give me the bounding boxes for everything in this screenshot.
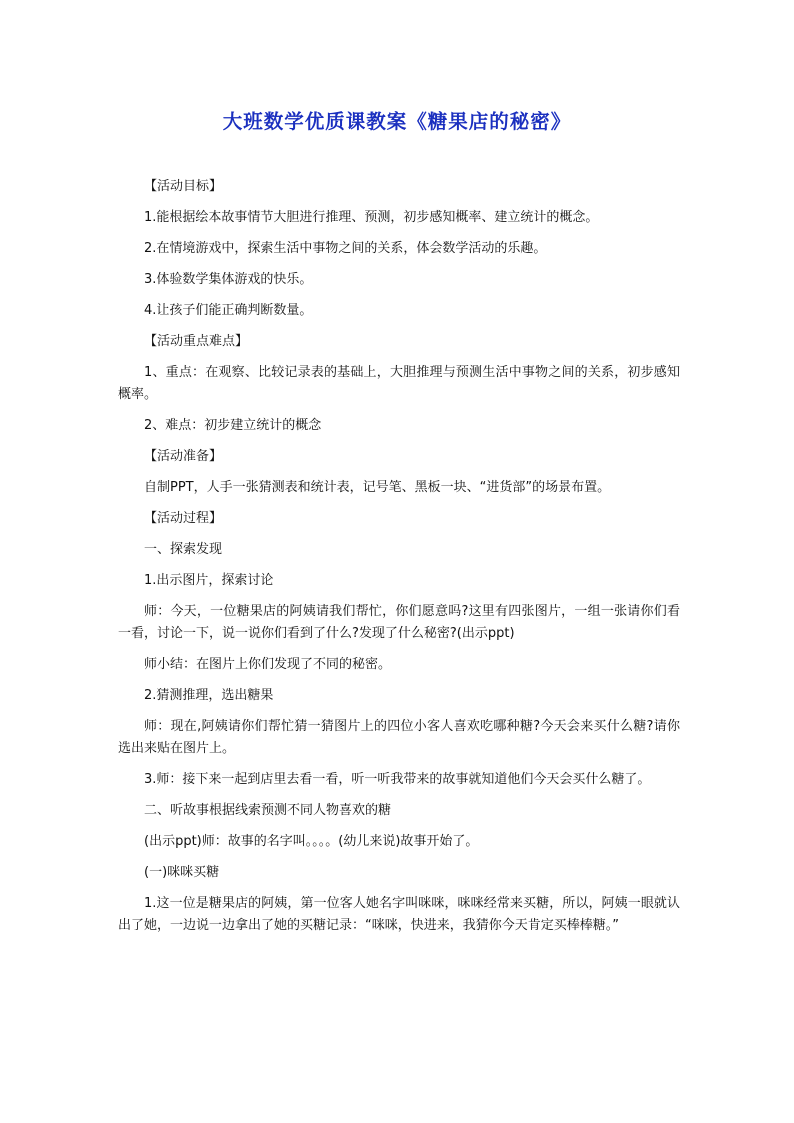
objective-item: 2.在情境游戏中，探索生活中事物之间的关系，体会数学活动的乐趣。 bbox=[144, 241, 547, 256]
teacher-dialogue: (出示ppt)师：故事的名字叫。。。。(幼儿来说)故事开始了。 bbox=[144, 834, 479, 849]
story-subheading: (一)咪咪买糖 bbox=[144, 865, 220, 880]
process-step: 1.出示图片，探索讨论 bbox=[144, 573, 274, 588]
document-title: 大班数学优质课教案《糖果店的秘密》 bbox=[222, 110, 572, 133]
objective-item: 4.让孩子们能正确判断数量。 bbox=[144, 303, 313, 318]
document-body bbox=[118, 176, 680, 937]
key-point-item: 1、重点：在观察、比较记录表的基础上，大胆推理与预测生活中事物之间的关系，初步感知概率。 bbox=[118, 365, 680, 402]
process-step: 2.猜测推理，选出糖果 bbox=[144, 688, 274, 703]
section-heading-key-points: 【活动重点难点】 bbox=[144, 334, 249, 349]
process-step: 3.师：接下来一起到店里去看一看，听一听我带来的故事就知道他们今天会买什么糖了。 bbox=[144, 772, 651, 787]
section-heading-objectives: 【活动目标】 bbox=[144, 179, 223, 194]
objective-item: 3.体验数学集体游戏的快乐。 bbox=[144, 272, 313, 287]
objective-item: 1.能根据绘本故事情节大胆进行推理、预测，初步感知概率、建立统计的概念。 bbox=[144, 210, 599, 225]
story-paragraph: 1.这一位是糖果店的阿姨，第一位客人她名字叫咪咪，咪咪经常来买糖，所以，阿姨一眼就认出了她，一边说一边拿出了她的买糖记录：“咪咪，快进来，我猜你今天肯定买棒棒糖。” bbox=[118, 896, 680, 933]
section-heading-process: 【活动过程】 bbox=[144, 511, 223, 526]
process-part-heading: 一、探索发现 bbox=[144, 542, 223, 557]
difficulty-item: 2、难点：初步建立统计的概念 bbox=[144, 418, 322, 433]
section-heading-preparation: 【活动准备】 bbox=[144, 449, 223, 464]
preparation-text: 自制PPT，人手一张猜测表和统计表，记号笔、黑板一块、“进货部”的场景布置。 bbox=[144, 480, 611, 495]
teacher-dialogue: 师：现在,阿姨请你们帮忙猜一猜图片上的四位小客人喜欢吃哪种糖?今天会来买什么糖?请你选出来贴在图片上。 bbox=[118, 719, 680, 756]
process-part-heading: 二、听故事根据线索预测不同人物喜欢的糖 bbox=[144, 803, 392, 818]
teacher-summary: 师小结：在图片上你们发现了不同的秘密。 bbox=[144, 657, 392, 672]
teacher-dialogue: 师：今天，一位糖果店的阿姨请我们帮忙，你们愿意吗?这里有四张图片，一组一张请你们看一看，讨论一下，说一说你们看到了什么?发现了什么秘密?(出示ppt) bbox=[118, 604, 680, 641]
